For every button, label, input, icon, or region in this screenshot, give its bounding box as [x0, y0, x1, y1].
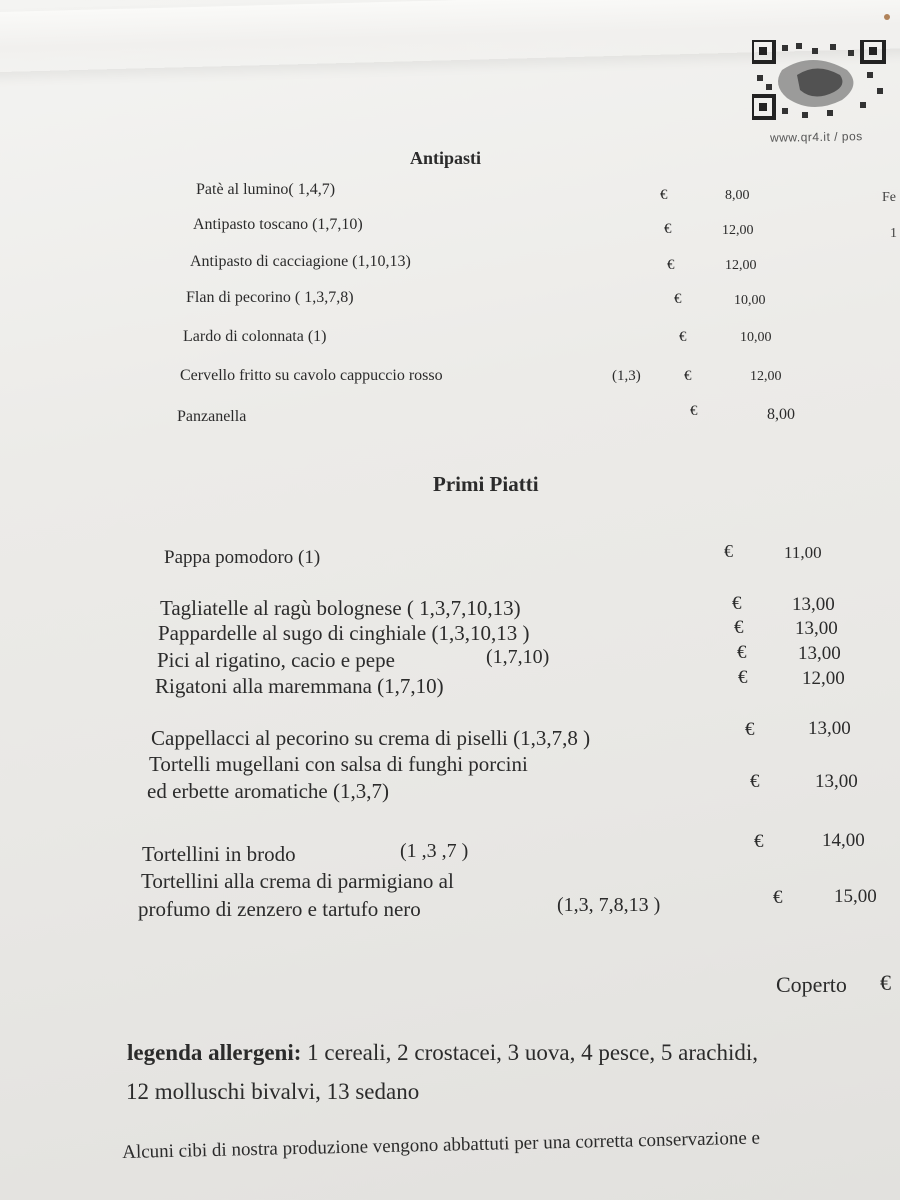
menu-item-name: Cervello fritto su cavolo cappuccio rosso	[180, 367, 443, 384]
menu-item-name: Cappellacci al pecorino su crema di piselli (1,3,7,8 )	[151, 726, 591, 750]
menu-item-price: 8,00	[725, 188, 750, 203]
section-title-antipasti: Antipasti	[410, 148, 482, 168]
menu-item-price: 10,00	[740, 330, 772, 345]
euro-sign: €	[667, 257, 675, 273]
stain-mark	[884, 14, 890, 20]
euro-sign: €	[679, 329, 687, 345]
euro-sign: €	[737, 642, 747, 663]
menu-item-name: Tortellini in brodo	[142, 842, 296, 866]
menu-item-name: Pappa pomodoro (1)	[164, 547, 321, 568]
euro-sign: €	[773, 887, 783, 908]
coperto-label: Coperto	[776, 972, 847, 997]
menu-item-allergens: (1,7,10)	[486, 646, 550, 668]
section-title-primi: Primi Piatti	[433, 472, 539, 496]
cut-off-text: Fe	[882, 190, 896, 205]
menu-item-name-line2: profumo di zenzero e tartufo nero	[138, 897, 421, 921]
menu-item-name: Flan di pecorino ( 1,3,7,8)	[186, 289, 354, 306]
menu-item-price: 13,00	[792, 594, 835, 615]
menu-item-price: 12,00	[750, 369, 782, 384]
cut-off-text: 1	[890, 226, 897, 241]
qr-code	[752, 40, 892, 120]
menu-item-name: Antipasto toscano (1,7,10)	[193, 216, 363, 233]
coperto-euro-sign: €	[880, 970, 891, 995]
euro-sign: €	[745, 719, 755, 740]
menu-item-name: Tagliatelle al ragù bolognese ( 1,3,7,10,13)	[160, 596, 521, 620]
footer-note: Alcuni cibi di nostra produzione vengono abbattuti per una corretta conservazione e	[122, 1127, 761, 1163]
menu-item-allergens: (1,3, 7,8,13 )	[557, 894, 661, 916]
allergen-legend-line1	[127, 1040, 758, 1066]
menu-item-price: 12,00	[725, 258, 757, 273]
allergen-legend-title: legenda allergeni:	[127, 1040, 302, 1065]
menu-item-name: Tortelli mugellani con salsa di funghi porcini	[149, 752, 528, 776]
euro-sign: €	[734, 617, 744, 638]
qr-caption: www.qr4.it / pos	[769, 129, 863, 145]
euro-sign: €	[754, 831, 764, 852]
menu-item-price: 10,00	[734, 293, 766, 308]
menu-item-name: Panzanella	[177, 408, 247, 425]
menu-item-name: Tortellini alla crema di parmigiano al	[141, 869, 454, 893]
euro-sign: €	[690, 403, 698, 419]
menu-item-price: 13,00	[808, 718, 851, 739]
euro-sign: €	[738, 667, 748, 688]
euro-sign: €	[674, 291, 682, 307]
menu-item-price: 13,00	[798, 643, 841, 664]
menu-item-name: Pici al rigatino, cacio e pepe	[157, 648, 395, 672]
menu-item-name: Lardo di colonnata (1)	[183, 328, 327, 345]
allergen-legend-line2: 12 molluschi bivalvi, 13 sedano	[126, 1079, 420, 1104]
menu-item-price: 13,00	[815, 771, 858, 792]
menu-item-price: 13,00	[795, 618, 838, 639]
menu-item-price: 12,00	[722, 223, 754, 238]
euro-sign: €	[724, 541, 733, 561]
euro-sign: €	[732, 593, 742, 614]
menu-item-price: 14,00	[822, 830, 865, 851]
menu-item-price: 15,00	[834, 886, 877, 907]
euro-sign: €	[664, 221, 672, 237]
euro-sign: €	[660, 187, 668, 203]
menu-item-name: Patè al lumino( 1,4,7)	[196, 181, 336, 198]
menu-item-name-line2: ed erbette aromatiche (1,3,7)	[147, 779, 389, 803]
menu-item-name: Antipasto di cacciagione (1,10,13)	[190, 253, 411, 270]
menu-item-name: Pappardelle al sugo di cinghiale (1,3,10,13 )	[158, 621, 530, 645]
menu-item-price: 12,00	[802, 668, 845, 689]
menu-item-price: 11,00	[784, 543, 822, 562]
euro-sign: €	[750, 771, 760, 792]
menu-item-allergens: (1,3)	[612, 368, 641, 384]
allergen-legend-text: 1 cereali, 2 crostacei, 3 uova, 4 pesce, 5 arachidi,	[301, 1040, 758, 1065]
menu-item-allergens: (1 ,3 ,7 )	[400, 840, 469, 862]
menu-item-name: Rigatoni alla maremmana (1,7,10)	[155, 674, 444, 698]
euro-sign: €	[684, 368, 692, 384]
menu-item-price: 8,00	[767, 406, 795, 423]
